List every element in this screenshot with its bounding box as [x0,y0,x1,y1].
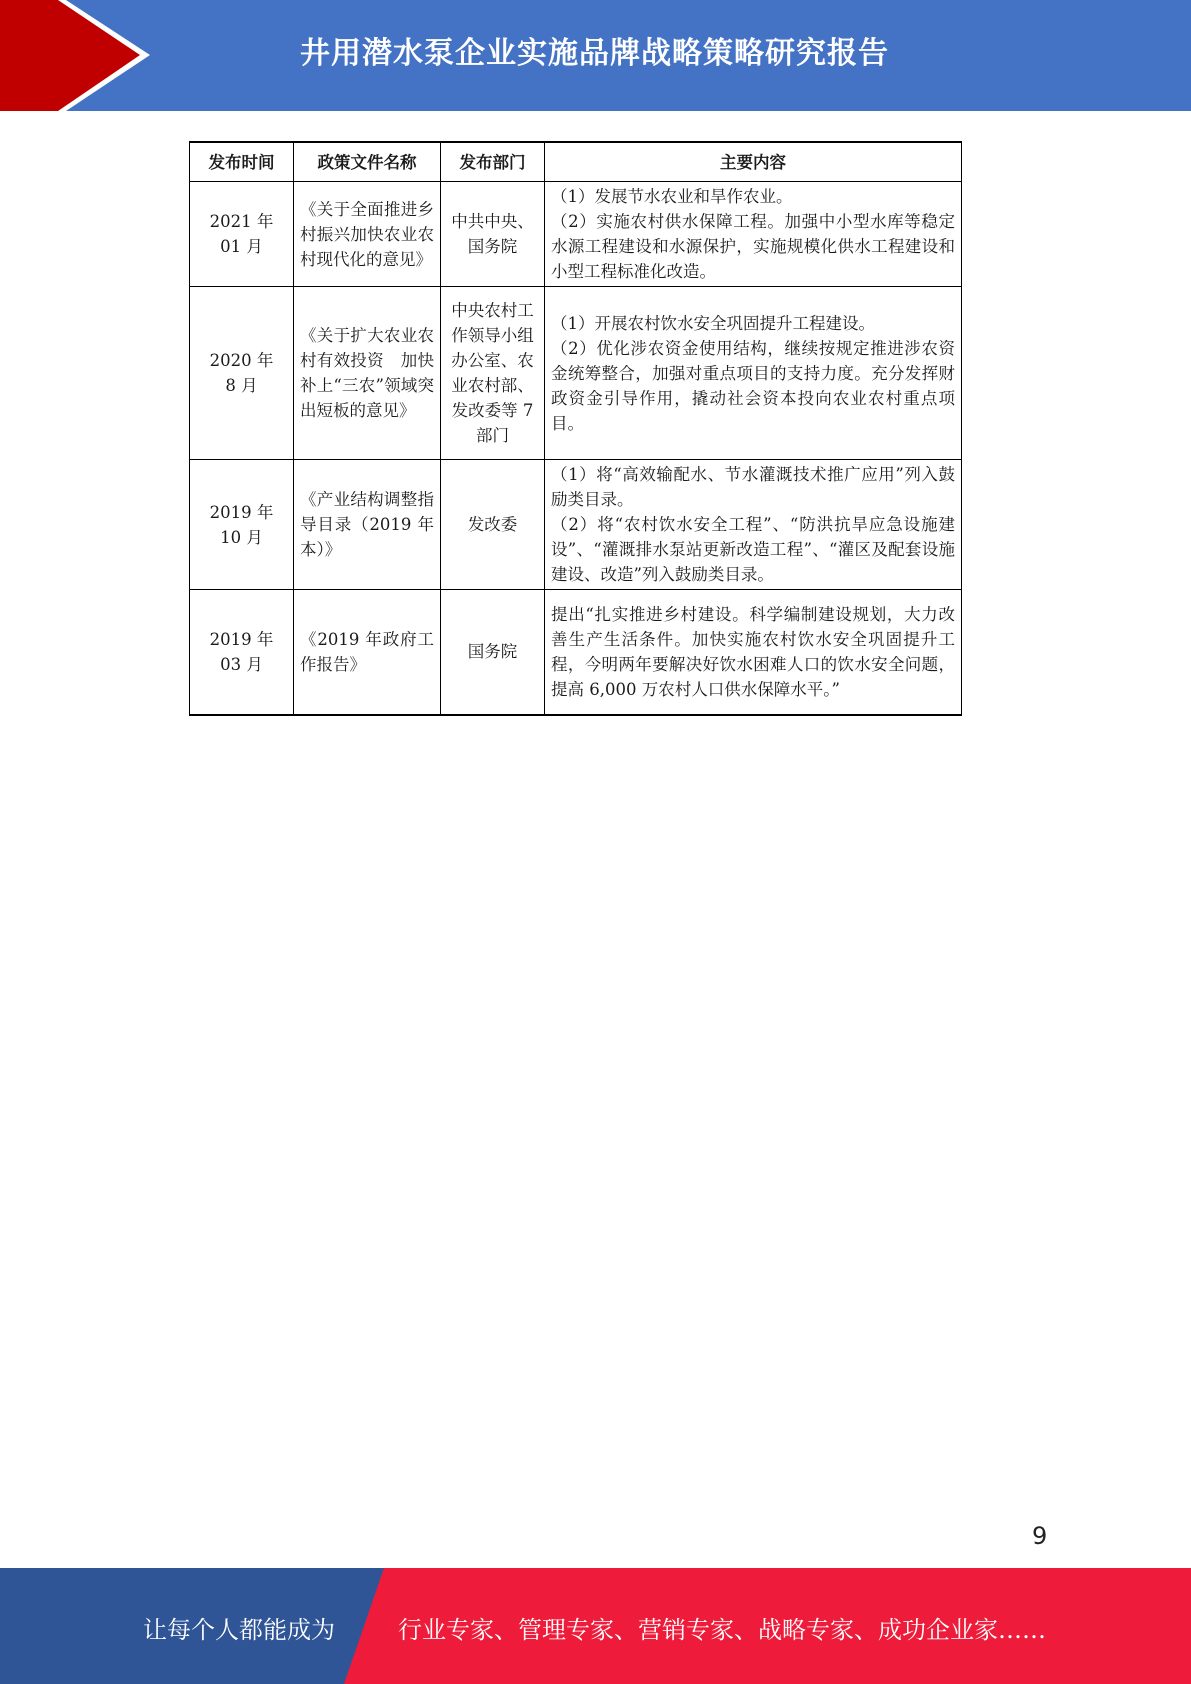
cell-name: 《产业结构调整指导目录（2019 年本）》 [294,460,441,590]
column-header-date: 发布时间 [190,142,294,182]
cell-dept: 中共中央、国务院 [441,182,545,287]
footer-slogan-left: 让每个人都能成为 [143,1616,335,1644]
chevron-red [0,0,140,111]
cell-date: 2020 年 8 月 [190,287,294,460]
cell-name: 《关于全面推进乡村振兴加快农业农村现代化的意见》 [294,182,441,287]
table-row [190,287,962,460]
document-title: 井用潜水泵企业实施品牌战略策略研究报告 [300,36,889,71]
column-header-content: 主要内容 [545,142,962,182]
cell-name: 《关于扩大农业农村有效投资 加快补上“三农”领域突出短板的意见》 [294,287,441,460]
column-header-name: 政策文件名称 [294,142,441,182]
header-banner [0,0,1191,111]
cell-content: （1）将“高效输配水、节水灌溉技术推广应用”列入鼓励类目录。 （2）将“农村饮水安全工程”、“防洪抗旱应急设施建设”、“灌溉排水泵站更新改造工程”、“灌区及配套设施建设、改造”列入鼓励类目录。 [545,460,962,590]
cell-content: 提出“扎实推进乡村建设。科学编制建设规划，大力改善生产生活条件。加快实施农村饮水安全巩固提升工程，今明两年要解决好饮水困难人口的饮水安全问题，提高 6,000 万农村人口供水保障水平。” [545,590,962,715]
table-row [190,460,962,590]
cell-content: （1）开展农村饮水安全巩固提升工程建设。 （2）优化涉农资金使用结构，继续按规定推进涉农资金统筹整合，加强对重点项目的支持力度。充分发挥财政资金引导作用，撬动社会资本投向农业农村重点项目。 [545,287,962,460]
cell-dept: 中央农村工作领导小组办公室、农业农村部、发改委等 7 部门 [441,287,545,460]
cell-name: 《2019 年政府工作报告》 [294,590,441,715]
table-header-row [190,142,962,182]
cell-date: 2019 年 10 月 [190,460,294,590]
cell-dept: 国务院 [441,590,545,715]
cell-date: 2021 年 01 月 [190,182,294,287]
page-number: 9 [1032,1522,1048,1550]
policy-table [189,141,962,716]
cell-dept: 发改委 [441,460,545,590]
footer-slogan-right: 行业专家、管理专家、营销专家、战略专家、成功企业家…… [398,1616,1046,1644]
cell-date: 2019 年 03 月 [190,590,294,715]
table-row [190,590,962,715]
table-row [190,182,962,287]
cell-content: （1）发展节水农业和旱作农业。 （2）实施农村供水保障工程。加强中小型水库等稳定水源工程建设和水源保护，实施规模化供水工程建设和小型工程标准化改造。 [545,182,962,287]
footer-banner [0,1568,1191,1684]
column-header-dept: 发布部门 [441,142,545,182]
